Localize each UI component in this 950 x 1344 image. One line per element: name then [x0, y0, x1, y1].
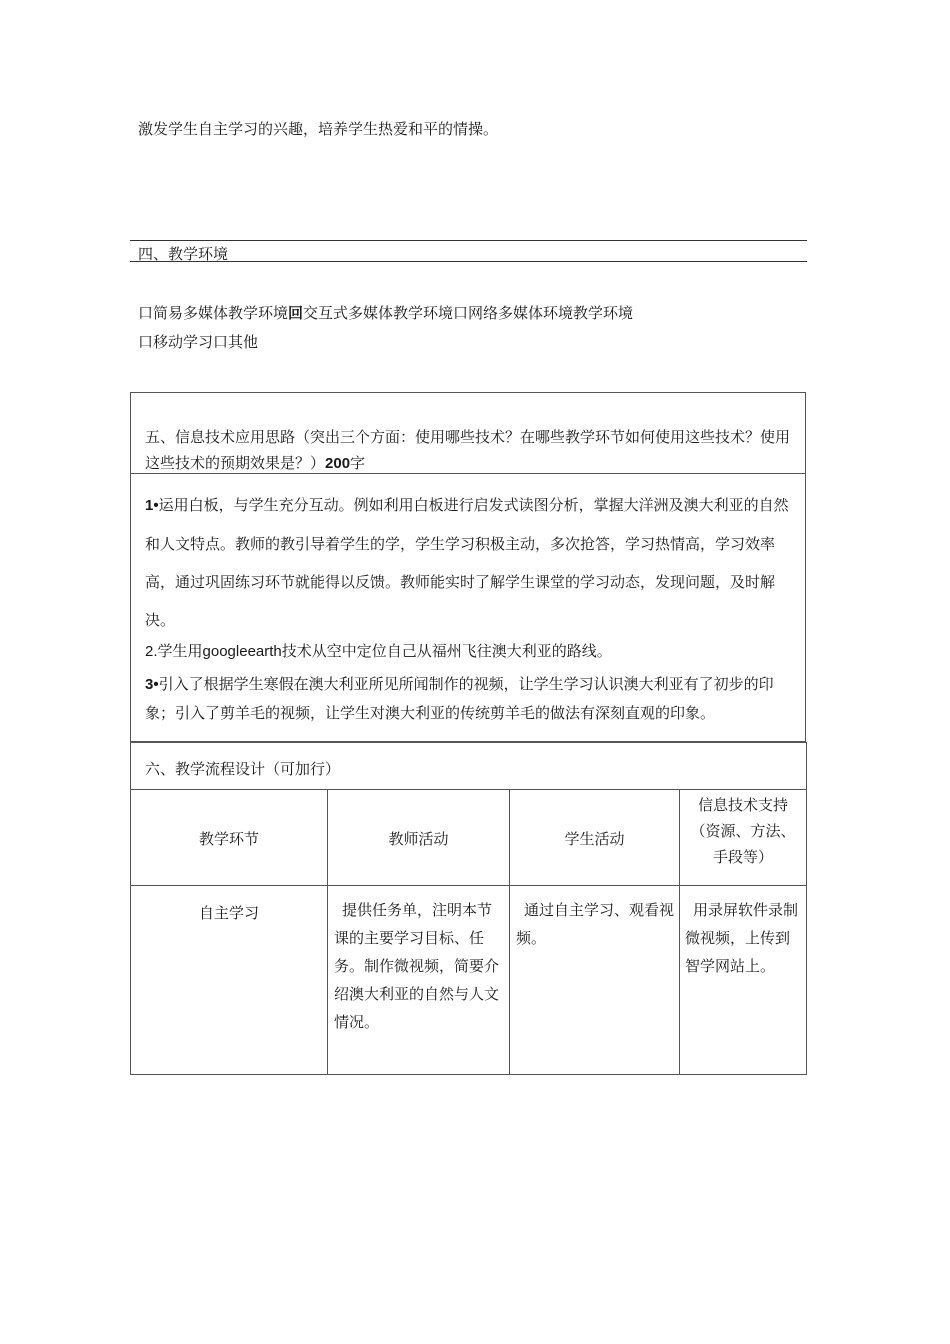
paragraph-2-text-b: 技术从空中定位自己从福州飞往澳大利亚的路线。 [281, 642, 612, 660]
row-1-teacher-activity: 提供任务单，注明本节课的主要学习目标、任务。制作微视频，简要介绍澳大利亚的自然与人文情况。 [334, 901, 500, 1031]
paragraph-1-number: 1• [145, 497, 159, 514]
section-5-paragraph-2 [145, 640, 795, 663]
table-header-top-rule [130, 789, 807, 790]
paragraph-3-number: 3• [145, 676, 159, 693]
table-header-bottom-rule [130, 885, 807, 886]
section-4-top-rule [130, 240, 807, 241]
section-6-title: 六、教学流程设计（可加行） [145, 760, 341, 778]
paragraph-2-term: googleearth [202, 643, 282, 660]
header-stage: 教学环节 [198, 830, 259, 848]
section-4-bottom-rule [130, 261, 807, 262]
env-option-interactive: 交互式多媒体教学环境口网络多媒体环境教学环境 [303, 304, 634, 322]
checked-box-icon: 回 [288, 304, 304, 322]
section-5-title-text: 五、信息技术应用思路（突出三个方面：使用哪些技术？在哪些教学环节如何使用这些技术？使用这些技术的预期效果是？） [145, 428, 791, 472]
paragraph-2-number: 2. [145, 643, 158, 660]
row-1-stage: 自主学习 [198, 904, 259, 922]
section-5-paragraph-3 [145, 670, 795, 740]
section-5-paragraph-1 [145, 486, 795, 639]
section-5-title [145, 424, 795, 477]
section-4-title: 四、教学环境 [138, 245, 229, 263]
environment-options-line-2: 口移动学习口其他 [138, 333, 259, 351]
env-option-simple: 口简易多媒体教学环境 [138, 304, 289, 322]
row-1-tech-support: 用录屏软件录制微视频，上传到智学网站上。 [685, 901, 799, 975]
environment-options-line-1 [138, 302, 633, 323]
word-count: 200 [325, 455, 351, 472]
paragraph-1-text: 运用白板，与学生充分互动。例如利用白板进行启发式读图分析，掌握大洋洲及澳大利亚的自然和人文特点。教师的教引导着学生的学，学生学习积极主动，多次抢答，学习热情高，学习效率高，通过巩固练习环节就能得以反馈。教师能实时了解学生课堂的学习动态，发现问题，及时解决。 [145, 496, 789, 629]
header-student-activity: 学生活动 [564, 830, 625, 848]
paragraph-2-text-a: 学生用 [157, 642, 203, 660]
header-teacher-activity: 教师活动 [388, 830, 449, 848]
paragraph-3-text: 引入了根据学生寒假在澳大利亚所见所闻制作的视频，让学生学习认识澳大利亚有了初步的印象；引入了剪羊毛的视频，让学生对澳大利亚的传统剪羊毛的做法有深刻直观的印象。 [145, 675, 774, 722]
intro-paragraph: 激发学生自主学习的兴趣，培养学生热爱和平的情操。 [138, 120, 499, 138]
header-tech-support: 信息技术支持（资源、方法、手段等） [690, 796, 796, 866]
row-1-student-activity: 通过自主学习、观看视频。 [516, 901, 675, 947]
column-divider-3 [679, 789, 680, 1075]
word-count-unit: 字 [350, 454, 366, 472]
